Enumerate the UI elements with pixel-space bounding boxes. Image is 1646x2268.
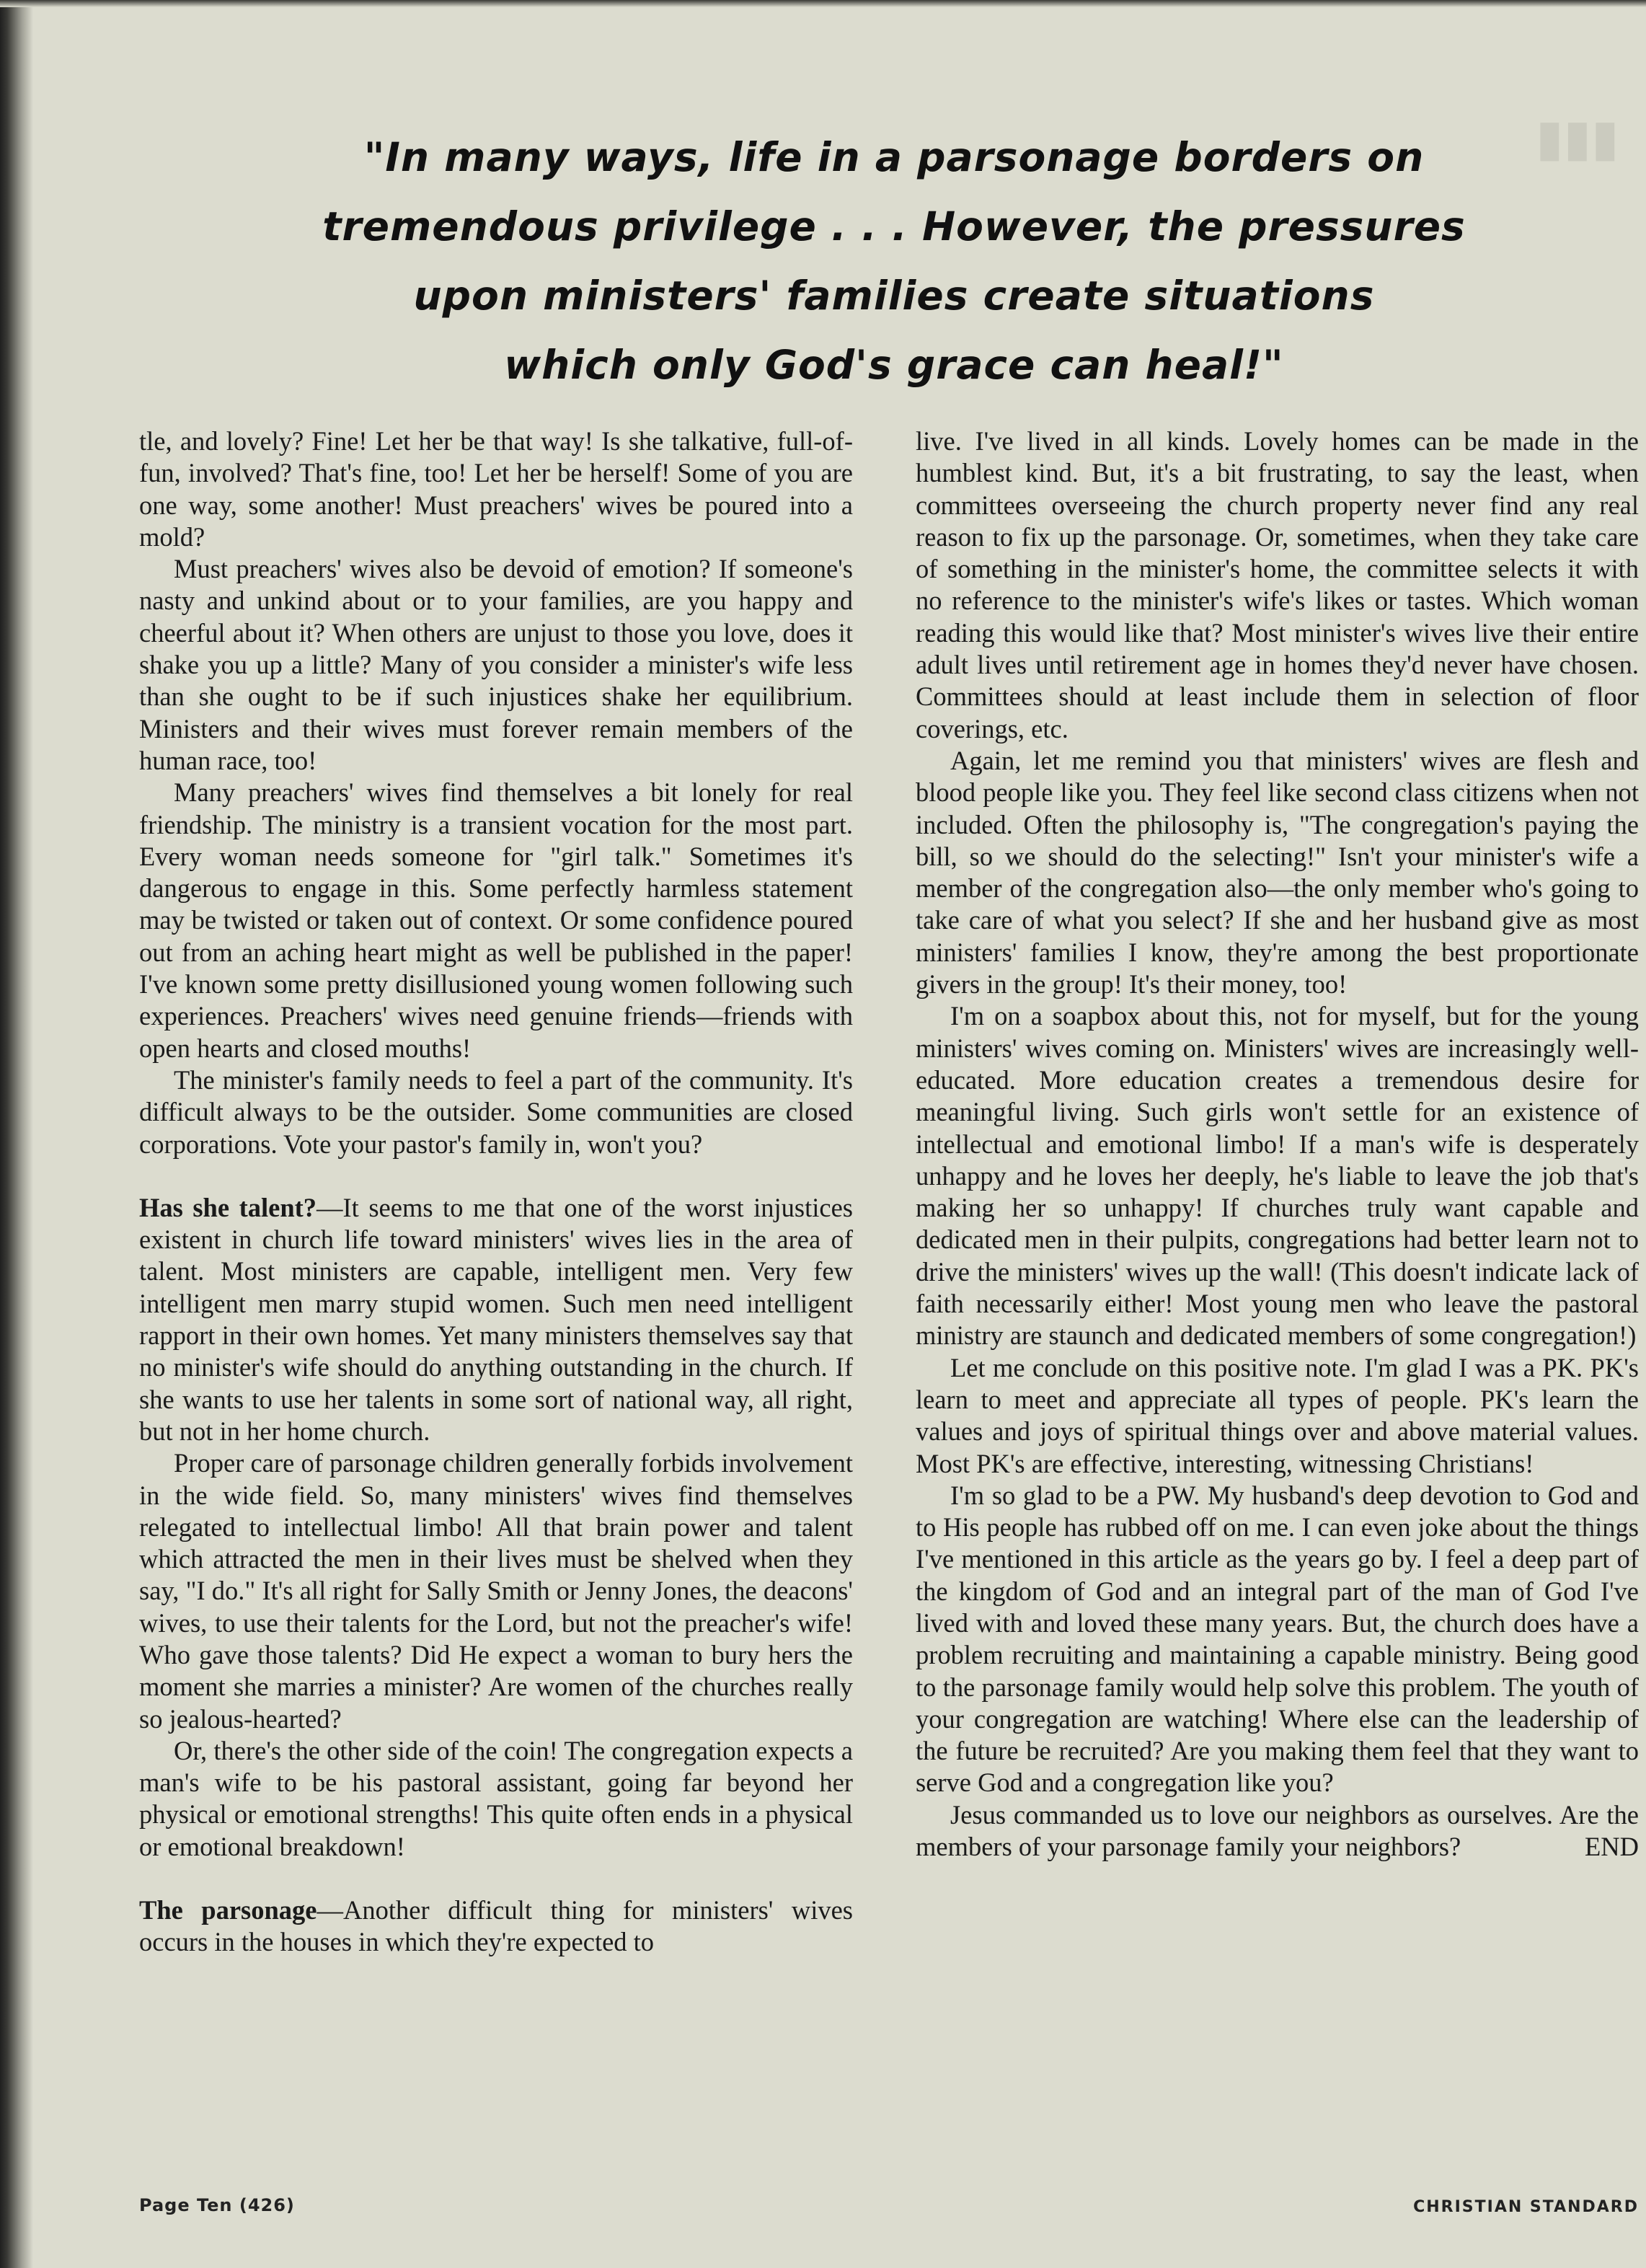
left-text-column: [139, 425, 853, 1959]
bleed-through-text: ▮▮▮: [1536, 108, 1619, 167]
page-binding-edge: [0, 0, 33, 2268]
section-body: —Another difficult thing for ministers' wives occurs in the houses in which they're expected to: [139, 1895, 853, 1957]
paragraph: [916, 1799, 1639, 1863]
page-top-edge: [0, 0, 1646, 7]
right-text-column: [916, 425, 1639, 1863]
section-talent: [139, 1192, 853, 1447]
publication-name: CHRISTIAN STANDARD: [1413, 2198, 1639, 2216]
paragraph: I'm on a soapbox about this, not for myself, but for the young ministers' wives coming on. Ministers' wives are increasingly well-educated. More education creates a tremendous desire for meaningful living. Such girls won't settle for an existence of intellectual and emotional limbo! If a man's wife is desperately unhappy and he loves her deeply, he's liable to leave the job that's making her so unhappy! If churches truly want capable and dedicated men in their pulpits, congregations had better learn not to drive the ministers' wives up the wall! (This doesn't indicate lack of faith necessarily either! Most young men who leave the pastoral ministry are staunch and dedicated members of some congregation!): [916, 1001, 1639, 1351]
pull-quote-line: tremendous privilege . . . However, the pressures: [322, 203, 1466, 250]
pull-quote-line: which only God's grace can heal!": [504, 342, 1284, 388]
paragraph: Many preachers' wives find themselves a bit lonely for real friendship. The ministry is a transient vocation for the most part. Every woman needs someone for "girl talk." Sometimes it's dangerous to engage in this. Some perfectly harmless statement may be twisted or taken out of context. Or some confidence poured out from an aching heart might as well be published in the paper! I've known some pretty disillusioned young women following such experiences. Preachers' wives need genuine friends—friends with open hearts and closed mouths!: [139, 777, 853, 1063]
paragraph: I'm so glad to be a PW. My husband's deep devotion to God and to His people has rubbed off on me. I can even joke about the things I've mentioned in this article as the years go by. I feel a deep part of the kingdom of God and an integral part of the man of God I've lived with and loved these many years. But, the church does have a problem recruiting and maintaining a capable ministry. Being good to the parsonage family would help solve this problem. The youth of your congregation are watching! Where else can the leadership of the future be recruited? Are you making them feel that they want to serve God and a congregation like you?: [916, 1480, 1639, 1798]
paragraph: Proper care of parsonage children generally forbids involvement in the wide field. So, many ministers' wives find themselves relegated to intellectual limbo! All that brain power and talent which attracted the men in their lives must be shelved when they say, "I do." It's all right for Sally Smith or Jenny Jones, the deacons' wives, to use their talents for the Lord, but not the preacher's wife! Who gave those talents? Did He expect a woman to bury hers the moment she marries a minister? Are women of the churches really so jealous-hearted?: [139, 1448, 853, 1734]
paragraph: Let me conclude on this positive note. I'm glad I was a PK. PK's learn to meet and appreciate all types of people. PK's learn the values and joys of spiritual things over and above material values. Most PK's are effective, interesting, witnessing Christians!: [916, 1352, 1639, 1478]
section-heading-talent: Has she talent?: [139, 1192, 317, 1222]
paragraph: The minister's family needs to feel a part of the community. It's difficult always to be the outsider. Some communities are closed corporations. Vote your pastor's family in, won't you?: [139, 1064, 853, 1159]
paragraph: live. I've lived in all kinds. Lovely homes can be made in the humblest kind. But, it's a bit frustrating, to say the least, when committees overseeing the church property never find any real reason to fix up the parsonage. Or, sometimes, when they take care of something in the minister's home, the committee selects it with no reference to the minister's wife's likes or tastes. Which woman reading this would like that? Most minister's wives live their entire adult lives until retirement age in homes they'd never have chosen. Committees should at least include them in selection of floor coverings, etc.: [916, 426, 1639, 744]
page-number: Page Ten (426): [139, 2195, 295, 2215]
section-body: —It seems to me that one of the worst injustices existent in church life toward ministers' wives lies in the area of talent. Most ministers are capable, intelligent men. Very few intelligent men marry stupid women. Such men need intelligent rapport in their own homes. Yet many ministers themselves say that no minister's wife should do anything outstanding in the church. If she wants to use her talents in some sort of national way, all right, but not in her home church.: [139, 1192, 854, 1446]
closing-text: Jesus commanded us to love our neighbors as ourselves. Are the members of your parsonage family your neighbors?: [916, 1799, 1639, 1862]
pull-quote-line: upon ministers' families create situations: [413, 273, 1375, 319]
paragraph: Must preachers' wives also be devoid of emotion? If someone's nasty and unkind about or to your families, are you happy and cheerful about it? When others are unjust to those you love, does it shake you up a little? Many of you consider a minister's wife less than she ought to be if such injustices shake her equilibrium. Ministers and their wives must forever remain members of the human race, too!: [139, 554, 853, 775]
section-parsonage: [139, 1894, 853, 1959]
section-heading-parsonage: The parsonage: [139, 1895, 317, 1925]
end-mark: END: [1584, 1832, 1639, 1862]
pull-quote: [216, 123, 1572, 400]
paragraph: Again, let me remind you that ministers' wives are flesh and blood people like you. They feel like second class citizens when not included. Often the philosophy is, "The congregation's paying the bill, so we should do the selecting!" Isn't your minister's wife a member of the congregation also—the only member who's going to take care of what you select? If she and her husband give as most ministers' families I know, they're among the best proportionate givers in the group! It's their money, too!: [916, 745, 1639, 1000]
paragraph: tle, and lovely? Fine! Let her be that way! Is she talkative, full-of-fun, involved? That's fine, too! Let her be herself! Some of you are one way, some another! Must preachers' wives be poured into a mold?: [139, 426, 853, 552]
pull-quote-line: "In many ways, life in a parsonage borders on: [363, 134, 1425, 180]
paragraph: Or, there's the other side of the coin! The congregation expects a man's wife to be his pastoral assistant, going far beyond her physical or emotional strengths! This quite often ends in a physical or emotional breakdown!: [139, 1735, 853, 1861]
